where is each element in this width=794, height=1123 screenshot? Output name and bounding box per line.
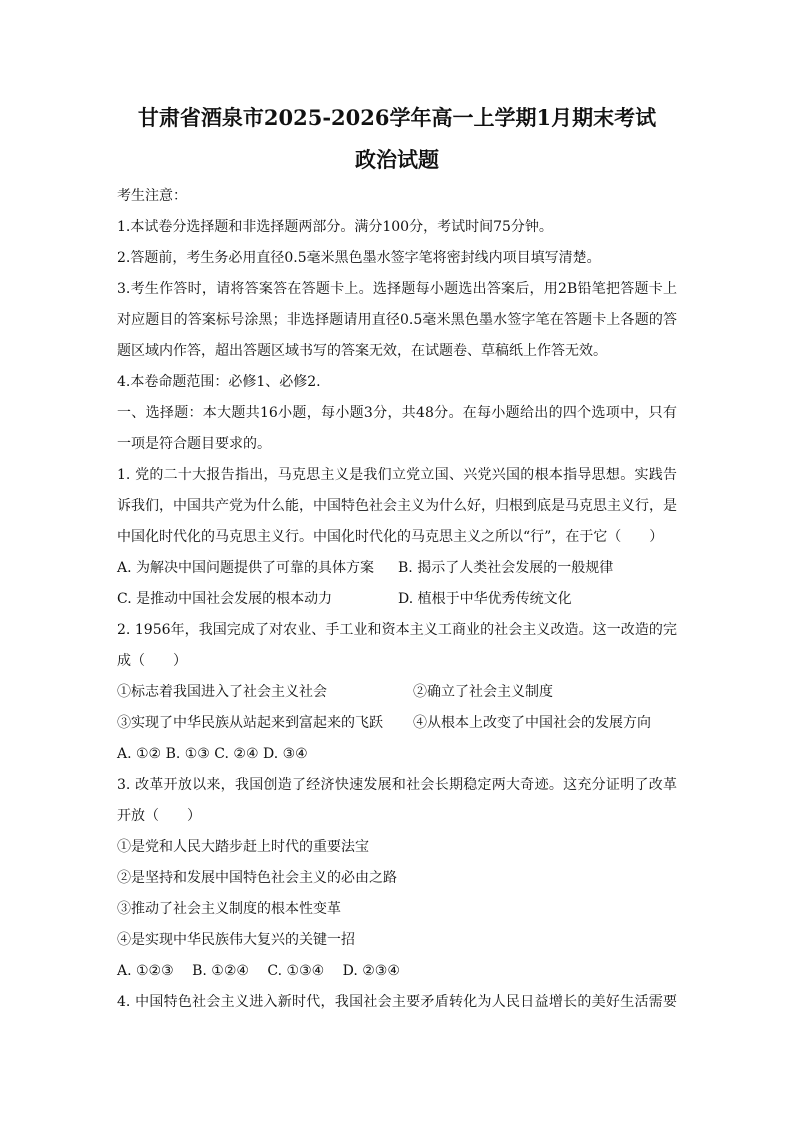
question-3-line-2: 开放（ ）: [117, 808, 201, 824]
notice-item-3-line-1: 3.考生作答时，请将答案答在答题卡上。选择题每小题选出答案后，用2B铅笔把答题卡上: [117, 281, 677, 297]
notice-item-1: 1.本试卷分选择题和非选择题两部分。满分100分，考试时间75分钟。: [117, 219, 553, 235]
notice-item-2: 2.答题前，考生务必用直径0.5毫米黑色墨水签字笔将密封线内项目填写清楚。: [117, 250, 601, 266]
question-2-statement-1: ①标志着我国进入了社会主义社会: [117, 684, 327, 700]
section-1-instruction-line-2: 一项是符合题目要求的。: [117, 436, 271, 452]
exam-title: 甘肃省酒泉市2025-2026学年高一上学期1月期末考试: [137, 105, 657, 130]
question-4-line-1: 4. 中国特色社会主义进入新时代，我国社会主要矛盾转化为人民日益增长的美好生活需要: [117, 994, 677, 1010]
notice-heading: 考生注意：: [117, 188, 187, 204]
section-1-instruction-line-1: 一、选择题：本大题共16小题，每小题3分，共48分。在每小题给出的四个选项中，只有: [117, 405, 677, 421]
question-1-option-b: B. 揭示了人类社会发展的一般规律: [398, 560, 614, 576]
question-3-line-1: 3. 改革开放以来，我国创造了经济快速发展和社会长期稳定两大奇迹。这充分证明了改革: [117, 777, 677, 793]
question-1-line-1: 1. 党的二十大报告指出，马克思主义是我们立党立国、兴党兴国的根本指导思想。实践告: [117, 467, 677, 483]
question-2-statement-3: ③实现了中华民族从站起来到富起来的飞跃: [117, 715, 383, 731]
question-1-option-d: D. 植根于中华优秀传统文化: [398, 591, 572, 607]
question-2-line-2: 成（ ）: [117, 653, 187, 669]
exam-subtitle: 政治试题: [355, 147, 439, 172]
question-3-statement-3: ③推动了社会主义制度的根本性变革: [117, 901, 341, 917]
question-3-statement-2: ②是坚持和发展中国特色社会主义的必由之路: [117, 870, 397, 886]
question-3-options: A. ①②③ B. ①②④ C. ①③④ D. ②③④: [117, 963, 400, 979]
question-2-statement-2: ②确立了社会主义制度: [413, 684, 553, 700]
question-1-line-2: 诉我们，中国共产党为什么能，中国特色社会主义为什么好，归根到底是马克思主义行，是: [117, 498, 677, 514]
notice-item-3-line-2: 对应题目的答案标号涂黑；非选择题请用直径0.5毫米黑色墨水签字笔在答题卡上各题的答: [117, 312, 677, 328]
question-3-statement-1: ①是党和人民大踏步赶上时代的重要法宝: [117, 839, 369, 855]
question-1-option-a: A. 为解决中国问题提供了可靠的具体方案: [117, 560, 375, 576]
question-2-line-1: 2. 1956年，我国完成了对农业、手工业和资本主义工商业的社会主义改造。这一改造的完: [117, 622, 677, 638]
notice-item-3-line-3: 题区域内作答，超出答题区域书写的答案无效，在试题卷、草稿纸上作答无效。: [117, 343, 607, 359]
question-1-option-c: C. 是推动中国社会发展的根本动力: [117, 591, 333, 607]
notice-item-4: 4.本卷命题范围：必修1、必修2.: [117, 374, 321, 390]
question-2-options: A. ①② B. ①③ C. ②④ D. ③④: [117, 746, 308, 762]
question-3-statement-4: ④是实现中华民族伟大复兴的关键一招: [117, 932, 355, 948]
question-1-line-3: 中国化时代化的马克思主义行。中国化时代化的马克思主义之所以“行”，在于它（ ）: [117, 529, 664, 545]
question-2-statement-4: ④从根本上改变了中国社会的发展方向: [413, 715, 651, 731]
